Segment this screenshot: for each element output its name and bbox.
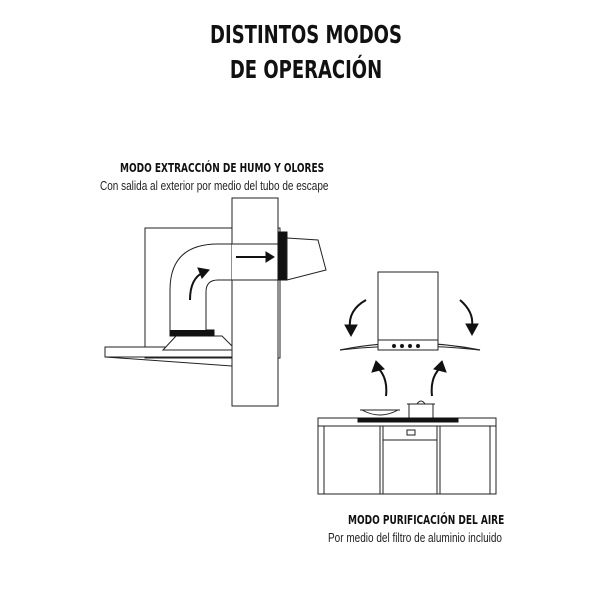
page-title-line-1: DISTINTOS MODOS bbox=[210, 20, 402, 49]
cooktop bbox=[358, 418, 458, 422]
vent-cap bbox=[287, 238, 326, 280]
bowl bbox=[362, 410, 398, 415]
hood-chimney bbox=[378, 272, 438, 340]
extraction-mode-description: Con salida al exterior por medio del tubo de escape bbox=[100, 179, 329, 193]
control-panel bbox=[378, 340, 438, 350]
purification-mode-illustration bbox=[318, 272, 496, 494]
hood-filter bbox=[170, 330, 214, 336]
extraction-mode-title: MODO EXTRACCIÓN DE HUMO Y OLORES bbox=[120, 160, 325, 175]
purification-mode-description: Por medio del filtro de aluminio incluido bbox=[328, 531, 502, 545]
curved-arrow-icon bbox=[350, 300, 366, 328]
purification-mode-title: MODO PURIFICACIÓN DEL AIRE bbox=[348, 512, 505, 527]
cabinet-right-door bbox=[440, 426, 490, 494]
pot bbox=[409, 404, 433, 418]
cabinet-left-door bbox=[324, 426, 380, 494]
page-title-line-2: DE OPERACIÓN bbox=[229, 55, 383, 84]
vent-flange bbox=[278, 232, 287, 280]
oven bbox=[383, 426, 437, 494]
wall-column bbox=[232, 198, 278, 406]
curved-arrow-icon bbox=[432, 368, 440, 396]
curved-arrow-icon bbox=[460, 300, 472, 326]
curved-arrow-icon bbox=[378, 368, 386, 396]
extraction-mode-illustration bbox=[105, 198, 326, 406]
